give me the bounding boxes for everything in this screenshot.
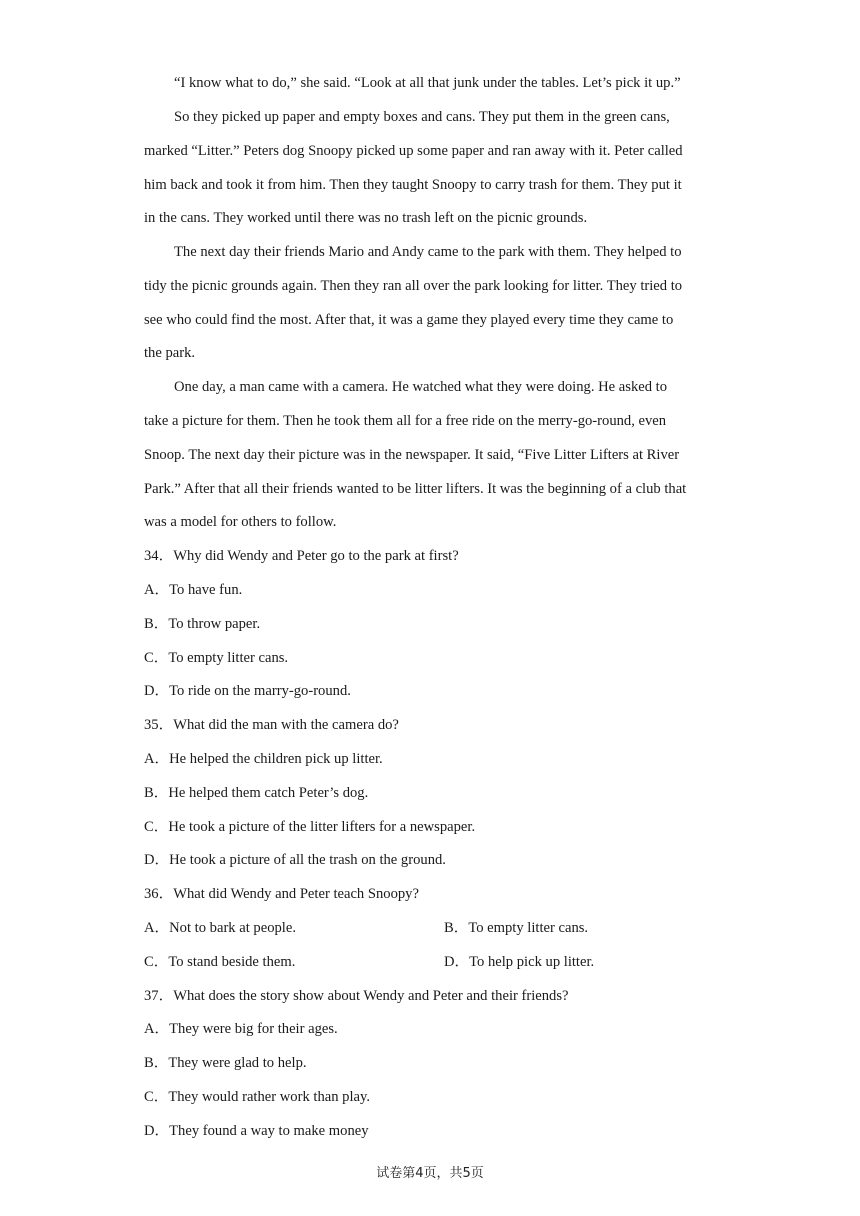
answer-option: A．To have fun.	[144, 582, 243, 598]
answer-option: B．To throw paper.	[144, 616, 261, 632]
passage-line: tidy the picnic grounds again. Then they ran all over the park looking for litter. They tried to	[144, 278, 683, 294]
answer-option: C．To stand beside them.	[144, 954, 296, 970]
answer-option: C．They would rather work than play.	[144, 1089, 371, 1105]
question-stem: 35．What did the man with the camera do?	[144, 717, 399, 733]
passage-line: him back and took it from him. Then they taught Snoopy to carry trash for them. They put it	[144, 177, 682, 193]
answer-option: B．They were glad to help.	[144, 1055, 307, 1071]
page-footer: 试卷第4页，共5页	[376, 1166, 484, 1181]
answer-option: B．He helped them catch Peter’s dog.	[144, 785, 369, 801]
answer-option: A．Not to bark at people.	[144, 920, 296, 936]
answer-option: D．He took a picture of all the trash on the ground.	[144, 852, 446, 868]
passage-line: see who could find the most. After that, it was a game they played every time they came to	[144, 312, 674, 328]
passage-line: So they picked up paper and empty boxes and cans. They put them in the green cans,	[174, 109, 670, 125]
passage-line: the park.	[144, 345, 196, 361]
passage-line: marked “Litter.” Peters dog Snoopy picked up some paper and ran away with it. Peter called	[144, 143, 683, 159]
passage-line: Park.” After that all their friends wanted to be litter lifters. It was the beginning of a club that	[144, 481, 687, 497]
answer-option: D．To help pick up litter.	[444, 954, 595, 970]
answer-option: C．He took a picture of the litter lifters for a newspaper.	[144, 819, 476, 835]
answer-option: C．To empty litter cans.	[144, 650, 289, 666]
question-stem: 37．What does the story show about Wendy and Peter and their friends?	[144, 988, 569, 1004]
passage-line: The next day their friends Mario and Andy came to the park with them. They helped to	[174, 244, 682, 260]
answer-option: D．They found a way to make money	[144, 1123, 369, 1139]
passage-line: “I know what to do,” she said. “Look at all that junk under the tables. Let’s pick it up.”	[174, 75, 681, 91]
passage-line: Snoop. The next day their picture was in the newspaper. It said, “Five Litter Lifters at River	[144, 447, 680, 463]
answer-option: D．To ride on the marry-go-round.	[144, 683, 351, 699]
passage-line: take a picture for them. Then he took them all for a free ride on the merry-go-round, even	[144, 413, 667, 429]
answer-option: A．He helped the children pick up litter.	[144, 751, 383, 767]
answer-option: B．To empty litter cans.	[444, 920, 589, 936]
question-stem: 36．What did Wendy and Peter teach Snoopy?	[144, 886, 419, 902]
passage-line: was a model for others to follow.	[144, 514, 337, 530]
answer-option: A．They were big for their ages.	[144, 1021, 338, 1037]
passage-line: One day, a man came with a camera. He watched what they were doing. He asked to	[174, 379, 668, 395]
passage-line: in the cans. They worked until there was no trash left on the picnic grounds.	[144, 210, 588, 226]
question-stem: 34．Why did Wendy and Peter go to the park at first?	[144, 548, 459, 564]
